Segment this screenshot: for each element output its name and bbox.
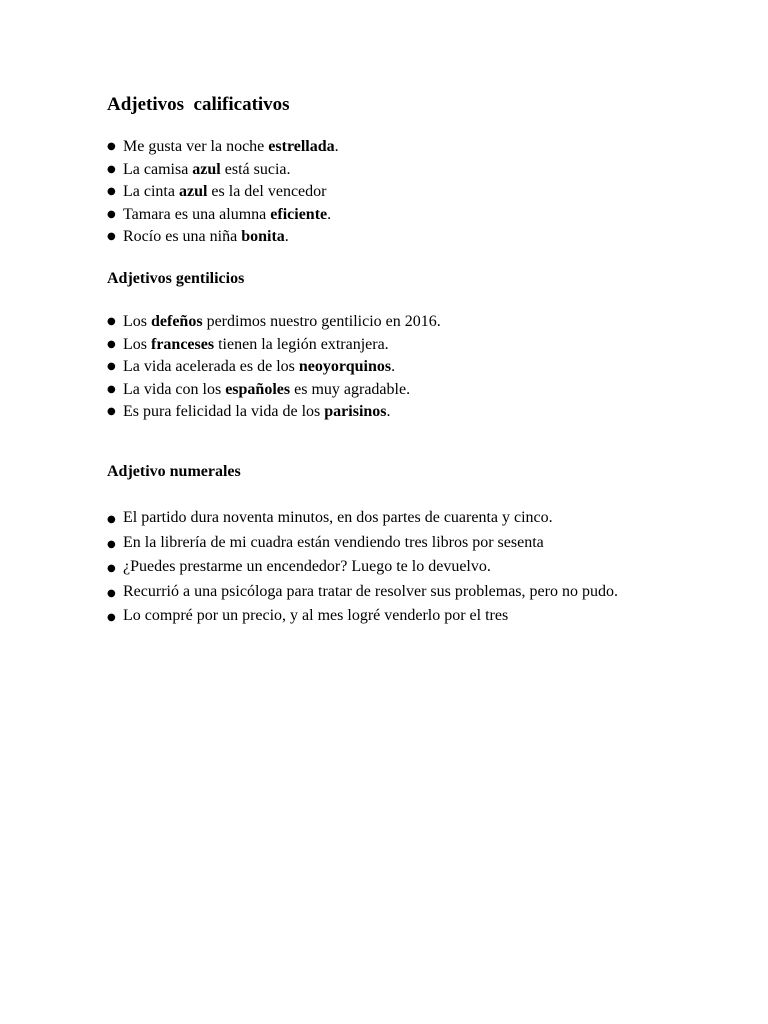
list-item: ● Me gusta ver la noche estrellada. xyxy=(107,136,667,159)
bullet-icon: ● xyxy=(107,563,116,574)
bullet-list xyxy=(107,507,667,630)
list-item: ● La vida acelerada es de los neoyorquinos. xyxy=(107,356,667,379)
bullet-list xyxy=(107,311,667,424)
list-item: ● En la librería de mi cuadra están vendiendo tres libros por sesenta xyxy=(107,532,667,557)
bullet-icon: ● xyxy=(107,514,116,525)
bullet-icon: ● xyxy=(107,612,116,623)
bullet-icon: ● xyxy=(107,141,116,152)
bullet-icon: ● xyxy=(107,361,116,372)
bullet-icon: ● xyxy=(107,383,116,395)
list-item: ● Lo compré por un precio, y al mes logré venderlo por el tres xyxy=(107,605,667,630)
list-item: ● Es pura felicidad la vida de los parisinos. xyxy=(107,401,667,424)
bullet-icon: ● xyxy=(107,587,116,599)
bullet-icon: ● xyxy=(107,316,116,327)
section-heading: Adjetivos calificativos xyxy=(107,94,290,115)
section-numerales xyxy=(107,461,667,630)
list-item: ● Los defeños perdimos nuestro gentilicio en 2016. xyxy=(107,311,667,334)
bullet-icon: ● xyxy=(107,163,116,175)
bullet-icon: ● xyxy=(107,231,116,242)
list-item: ● La vida con los españoles es muy agradable. xyxy=(107,379,667,402)
section-gentilicios xyxy=(107,268,667,424)
section-heading: Adjetivo numerales xyxy=(107,463,241,480)
bullet-icon: ● xyxy=(107,186,116,197)
section-heading: Adjetivos gentilicios xyxy=(107,270,245,287)
bullet-icon: ● xyxy=(107,338,116,350)
list-item: ● Rocío es una niña bonita. xyxy=(107,226,667,249)
list-item: ● El partido dura noventa minutos, en dos partes de cuarenta y cinco. xyxy=(107,507,667,532)
list-item: ● La cinta azul es la del vencedor xyxy=(107,181,667,204)
bullet-list xyxy=(107,136,667,249)
list-item: ● Los franceses tienen la legión extranjera. xyxy=(107,334,667,357)
list-item: ● Recurrió a una psicóloga para tratar de resolver sus problemas, pero no pudo. xyxy=(107,581,667,606)
bullet-icon: ● xyxy=(107,406,116,417)
list-item: ● ¿Puedes prestarme un encendedor? Luego te lo devuelvo. xyxy=(107,556,667,581)
list-item: ● La camisa azul está sucia. xyxy=(107,159,667,182)
list-item: ● Tamara es una alumna eficiente. xyxy=(107,204,667,227)
bullet-icon: ● xyxy=(107,538,116,550)
bullet-icon: ● xyxy=(107,208,116,220)
section-calificativos xyxy=(107,93,667,249)
